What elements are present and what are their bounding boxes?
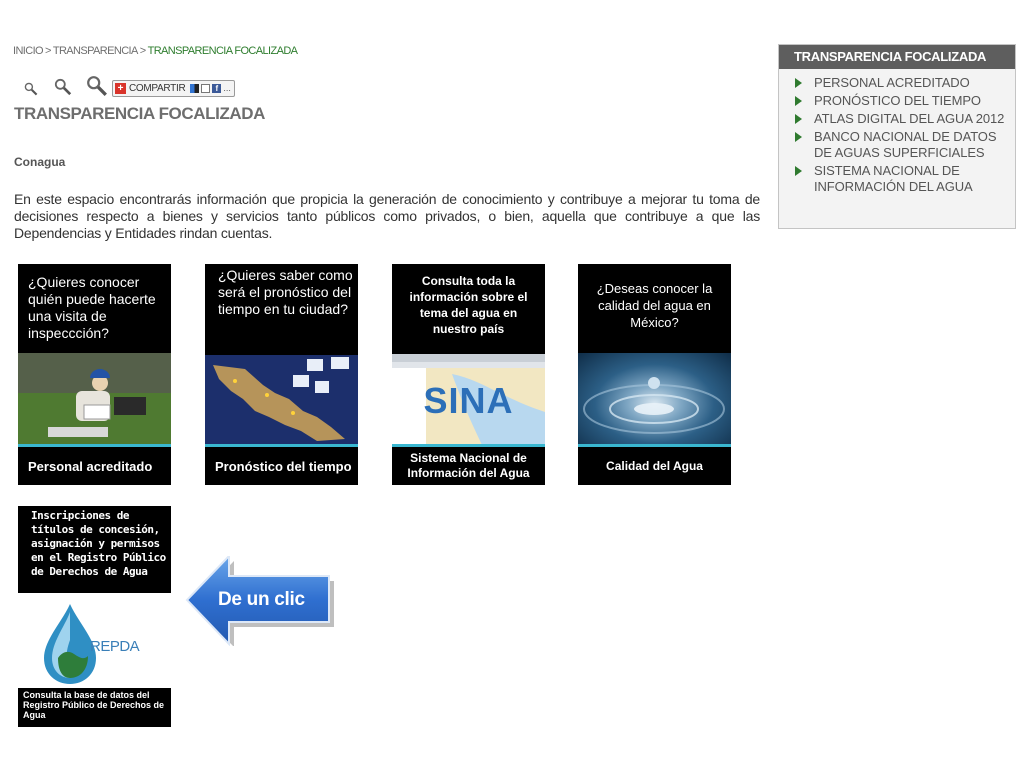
- sidebar-item-banco-nacional[interactable]: [795, 129, 1009, 161]
- card-question: ¿Quieres conocer quién puede hacerte una visita de inspeccción?: [28, 274, 156, 341]
- sidebar-transparencia: [778, 44, 1016, 229]
- digg-icon[interactable]: [201, 84, 210, 93]
- zoom-small-icon[interactable]: [24, 82, 38, 96]
- sina-screenshot: [392, 354, 545, 445]
- breadcrumb: [13, 45, 297, 57]
- breadcrumb-separator: >: [45, 45, 51, 57]
- page-toolbar: [24, 74, 235, 98]
- card-pronostico-del-tiempo[interactable]: [205, 264, 358, 485]
- share-button[interactable]: [112, 80, 235, 97]
- card-question: ¿Deseas conocer la calidad del agua en México?: [596, 281, 713, 330]
- breadcrumb-current: TRANSPARENCIA FOCALIZADA: [147, 45, 298, 57]
- water-drop-photo: [578, 353, 731, 445]
- breadcrumb-home[interactable]: INICIO: [13, 45, 44, 57]
- sidebar-item-label: PERSONAL ACREDITADO: [814, 75, 970, 90]
- card-personal-acreditado[interactable]: [18, 264, 171, 485]
- card-text: Consulta la base de datos del Registro Público de Derechos de Agua: [23, 690, 165, 720]
- card-question: ¿Quieres saber como será el pronóstico del tiempo en tu ciudad?: [218, 267, 353, 317]
- breadcrumb-separator: >: [139, 45, 146, 57]
- card-calidad-del-agua[interactable]: [578, 264, 731, 485]
- intro-paragraph: En este espacio encontrarás información que propicia la generación de conocimiento y contribuye a mejorar tu toma de decisiones respecto a bienes y servicios tanto públicos como privados, o bien, aquella que contribuye a que las Dependencias y Entidades rindan cuentas.: [14, 191, 760, 241]
- callout-label: De un clic: [218, 589, 305, 610]
- sidebar-item-label: ATLAS DIGITAL DEL AGUA 2012: [814, 111, 1005, 126]
- card-caption: Pronóstico del tiempo: [215, 458, 352, 474]
- sidebar-item-atlas[interactable]: [795, 111, 1009, 127]
- card-caption: Personal acreditado: [28, 458, 153, 474]
- share-label: COMPARTIR: [129, 82, 186, 94]
- zoom-large-icon[interactable]: [86, 75, 108, 97]
- sidebar-item-label: PRONÓSTICO DEL TIEMPO: [814, 93, 981, 108]
- card-repda-inscripciones[interactable]: [18, 506, 171, 593]
- sidebar-item-sistema-nacional[interactable]: [795, 163, 1009, 195]
- facebook-icon[interactable]: f: [212, 84, 221, 93]
- inspector-photo: [18, 353, 171, 445]
- card-caption: Calidad del Agua: [606, 458, 703, 473]
- sidebar-title: TRANSPARENCIA FOCALIZADA: [779, 45, 1015, 69]
- bullet-arrow-icon: [795, 132, 802, 142]
- sidebar-item-personal-acreditado[interactable]: [795, 75, 1009, 91]
- bullet-arrow-icon: [795, 96, 802, 106]
- sidebar-item-pronostico[interactable]: [795, 93, 1009, 109]
- card-caption: Sistema Nacional de Información del Agua: [407, 451, 530, 480]
- card-question: Consulta toda la información sobre el tema del agua en nuestro país: [409, 274, 528, 336]
- weather-map-image: [205, 355, 358, 445]
- share-more[interactable]: ...: [223, 83, 231, 93]
- breadcrumb-transparencia[interactable]: TRANSPARENCIA: [52, 45, 138, 57]
- sidebar-item-label: SISTEMA NACIONAL DE INFORMACIÓN DEL AGUA: [814, 163, 973, 194]
- repda-logo-text: REPDA: [90, 638, 140, 655]
- sidebar-item-label: BANCO NACIONAL DE DATOS DE AGUAS SUPERFICIALES: [814, 129, 997, 160]
- zoom-medium-icon[interactable]: [54, 78, 72, 96]
- bullet-arrow-icon: [795, 166, 802, 176]
- bullet-arrow-icon: [795, 78, 802, 88]
- card-text: Inscripciones de títulos de concesión, asignación y permisos en el Registro Público de Derechos de Agua: [31, 509, 166, 578]
- delicious-icon[interactable]: [190, 84, 199, 93]
- share-plus-icon: +: [115, 83, 126, 94]
- sina-logo: SINA: [423, 380, 514, 421]
- sidebar-list: [779, 69, 1015, 195]
- organization-name: Conagua: [14, 155, 66, 169]
- card-repda-consulta[interactable]: [18, 688, 171, 727]
- page-title: TRANSPARENCIA FOCALIZADA: [14, 104, 266, 123]
- bullet-arrow-icon: [795, 114, 802, 124]
- card-sina[interactable]: [392, 264, 545, 485]
